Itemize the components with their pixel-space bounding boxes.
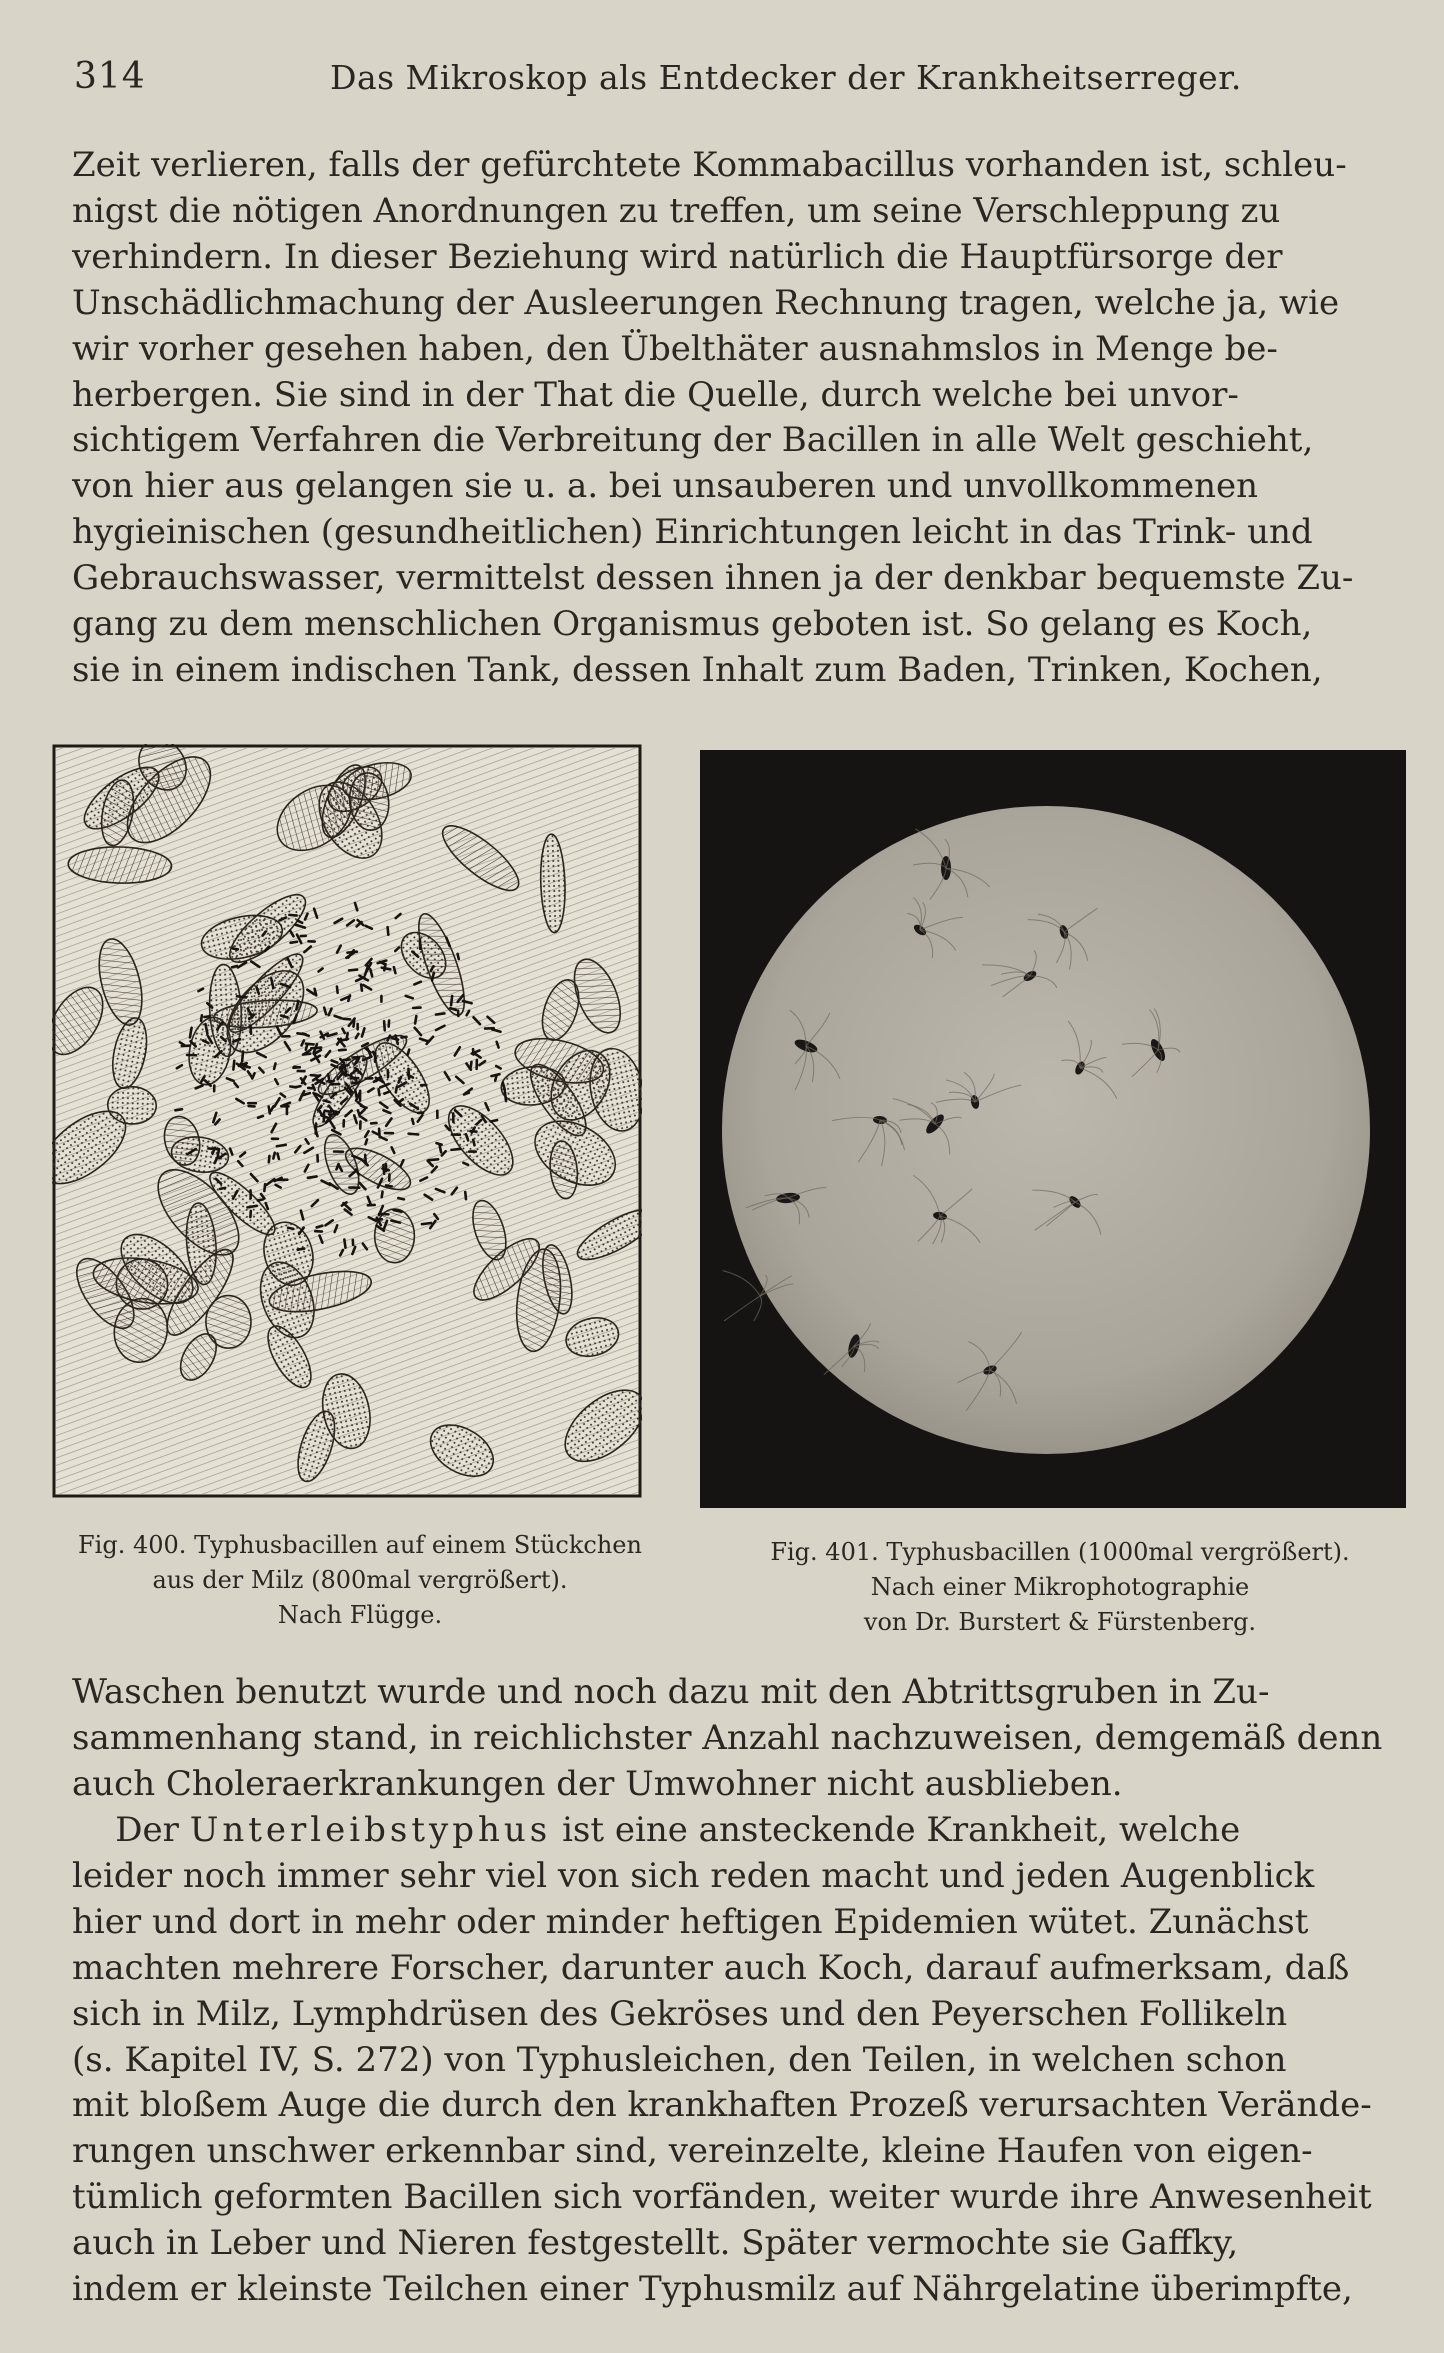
paragraph-3 [72, 1808, 1404, 2313]
bacillus-mark [361, 985, 362, 991]
figure-401-caption-line1: Typhusbacillen (1000mal vergrößert). [886, 1538, 1350, 1566]
bacillus-mark [450, 1008, 456, 1010]
running-title: Das Mikroskop als Entdecker der Krankheitserreger. [330, 58, 1242, 97]
bacillus-mark [317, 1226, 323, 1228]
figure-401-caption-line2: Nach einer Mikrophotographie [870, 1573, 1250, 1601]
bacillus-mark [297, 1033, 305, 1034]
bacillus-mark [274, 1063, 275, 1068]
text-line [72, 1808, 1404, 1854]
bacillus-mark [349, 970, 357, 971]
figure-400-caption-line2: aus der Milz (800mal vergrößert). [152, 1566, 568, 1594]
text-line: herbergen. Sie sind in der That die Quelle, durch welche bei unvor- [72, 374, 1239, 415]
text-line: sich in Milz, Lymphdrüsen des Gekröses und den Peyerschen Follikeln [72, 1993, 1288, 2034]
bacillus-mark [242, 1052, 243, 1062]
bacillus-mark [233, 948, 238, 949]
text-line: hier und dort in mehr oder minder heftigen Epidemien wütet. Zunächst [72, 1901, 1309, 1942]
bacillus-mark [353, 1057, 359, 1058]
paragraph-2 [72, 1670, 1404, 1808]
bacillus-mark [497, 1042, 499, 1048]
bacillus-mark [331, 1111, 339, 1113]
first-line-rest: ist eine ansteckende Krankheit, welche [562, 1810, 1241, 1850]
bacillus-mark [382, 968, 390, 970]
cell-nucleus [375, 1209, 415, 1263]
text-line: rungen unschwer erkennbar sind, vereinzelte, kleine Haufen von eigen- [72, 2131, 1313, 2172]
bacillus-mark [365, 1155, 366, 1164]
bacillus-mark [384, 1021, 385, 1030]
bacillus-mark [388, 927, 389, 935]
bacillus-mark [264, 1184, 265, 1191]
bacillus-mark [233, 1061, 234, 1070]
bacillus-mark [290, 1086, 296, 1087]
bacillus-mark [465, 1192, 466, 1199]
bacillus-mark [294, 1067, 299, 1068]
bacillus-mark [382, 1192, 383, 1197]
bacillus-mark [412, 1119, 413, 1124]
bacillus-mark [339, 1050, 346, 1051]
bacillus-mark [175, 1109, 182, 1110]
bacillus-mark [398, 1198, 404, 1199]
bacillus-mark [346, 1033, 347, 1040]
bacillus-mark [473, 1140, 474, 1145]
text-line: Waschen benutzt wurde und noch dazu mit den Abtrittsgruben in Zu- [72, 1672, 1270, 1712]
figure-400-caption [40, 1528, 680, 1633]
text-line: sie in einem indischen Tank, dessen Inhalt zum Baden, Trinken, Kochen, [72, 649, 1323, 690]
bacillus-mark [352, 1082, 359, 1083]
bacillus-mark [394, 1210, 402, 1212]
text-line: sammenhang stand, in reichlichster Anzahl nachzuweisen, demgemäß denn [72, 1717, 1383, 1758]
bacillus-mark [190, 1028, 192, 1038]
bacillus-mark [429, 1159, 438, 1160]
text-line: auch in Leber und Nieren festgestellt. Später vermochte sie Gaffky, [72, 2223, 1239, 2264]
text-line: hygieinischen (gesundheitlichen) Einrichtungen leicht in das Trink- und [72, 512, 1313, 553]
spaced-term: Unterleibstyphus [189, 1810, 552, 1850]
bacillus-mark [415, 1016, 416, 1023]
figure-401-caption [720, 1535, 1400, 1640]
text-line: Gebrauchswasser, vermittelst dessen ihnen ja der denkbar bequemste Zu- [72, 558, 1354, 599]
bacillus-mark [337, 987, 338, 993]
figure-401-photomicrograph [700, 750, 1406, 1508]
bacillus-mark [208, 1148, 217, 1149]
bacillus-mark [422, 1223, 431, 1224]
text-line: auch Choleraerkrankungen der Umwohner nicht ausblieben. [72, 1763, 1123, 1804]
bacillus-mark [324, 1008, 326, 1015]
indent-word: Der [115, 1810, 179, 1850]
bacillus-mark [308, 1176, 317, 1177]
bacillus-mark [451, 1149, 460, 1150]
spleen-tissue-illustration [52, 744, 642, 1498]
bacillus-mark [289, 915, 296, 916]
bacillus-mark [306, 1044, 314, 1045]
microscope-field-photo [700, 750, 1406, 1508]
text-line: nigst die nötigen Anordnungen zu treffen, um seine Verschleppung zu [72, 190, 1281, 231]
text-line: machten mehrere Forscher, darunter auch Koch, darauf aufmerksam, daß [72, 1947, 1350, 1988]
bacillus-mark [237, 996, 246, 997]
text-line: leider noch immer sehr viel von sich reden macht und jeden Augenblick [72, 1855, 1315, 1896]
text-line: mit bloßem Auge die durch den krankhaften Prozeß verursachten Verände- [72, 2085, 1372, 2126]
text-line: gang zu dem menschlichen Organismus geboten ist. So gelang es Koch, [72, 604, 1313, 645]
text-line: (s. Kapitel IV, S. 272) von Typhusleichen, den Teilen, in welchen schon [72, 2039, 1287, 2080]
bacillus-mark [383, 1169, 389, 1171]
bacillus-mark [247, 1206, 256, 1208]
bacillus-mark [451, 996, 452, 1005]
text-line: Zeit verlieren, falls der gefürchtete Kommabacillus vorhanden ist, schleu- [72, 145, 1347, 185]
text-line: von hier aus gelangen sie u. a. bei unsauberen und unvollkommenen [72, 466, 1259, 507]
figure-400-caption-line3: Nach Flügge. [277, 1601, 443, 1629]
bacillus-mark [277, 1145, 286, 1146]
bacillus-mark [439, 1145, 441, 1153]
bacillus-mark [204, 1016, 209, 1017]
bacillus-mark [379, 1089, 380, 1095]
bacillus-mark [386, 1185, 392, 1186]
text-line: Unschädlichmachung der Ausleerungen Rechnung tragen, welche ja, wie [72, 282, 1340, 323]
bacillus-mark [258, 1199, 263, 1200]
bacillus-mark [355, 1090, 356, 1098]
bacillus-mark [277, 1153, 278, 1158]
bacillus-mark [343, 1019, 350, 1020]
bacillus-mark [396, 1087, 397, 1093]
bacillus-mark [402, 1037, 407, 1038]
bacillus-mark [394, 967, 396, 973]
bacillus-mark [291, 942, 297, 943]
bacillus-mark [269, 1156, 270, 1162]
bacillus-mark [471, 1062, 472, 1067]
figure-400-engraving [52, 744, 642, 1498]
bacillus-mark [374, 1219, 382, 1220]
figure-400-caption-line1: Typhusbacillen auf einem Stückchen [194, 1531, 642, 1559]
text-line: tümlich geformten Bacillen sich vorfänden, weiter wurde ihre Anwesenheit [72, 2177, 1372, 2218]
bacillus-mark [436, 1013, 444, 1014]
figure-401-caption-line3: von Dr. Burstert & Fürstenberg. [863, 1608, 1257, 1636]
bacillus-mark [409, 1134, 419, 1135]
text-line: sichtigem Verfahren die Verbreitung der Bacillen in alle Welt geschieht, [72, 420, 1314, 461]
bacillus-mark [269, 1107, 270, 1114]
figure-400-label: Fig. 400. [78, 1531, 187, 1559]
paragraph-1 [72, 143, 1404, 694]
microscope-field-circle [722, 806, 1370, 1454]
bacillus-mark [379, 1129, 380, 1137]
bacillus-mark [365, 1139, 367, 1144]
bacillus-mark [458, 954, 459, 959]
bacillus-mark [298, 1249, 305, 1250]
bacillus-mark [344, 1240, 345, 1248]
bacillus-mark [353, 1021, 354, 1027]
bacillus-mark [288, 1228, 293, 1229]
text-line: indem er kleinste Teilchen einer Typhusmilz auf Nährgelatine überimpfte, [72, 2269, 1353, 2310]
bacillus-mark [201, 1015, 202, 1021]
page-number: 314 [74, 56, 146, 97]
bacillus-mark [505, 1091, 506, 1101]
bacillus-mark [324, 1101, 330, 1102]
bacillus-mark [273, 1153, 274, 1159]
bacillus-mark [232, 966, 237, 967]
bacillus-mark [281, 1016, 287, 1018]
bacillus-mark [408, 1050, 410, 1055]
text-line: verhindern. In dieser Beziehung wird natürlich die Hauptfürsorge der [72, 236, 1283, 277]
bacillus-mark [370, 969, 372, 976]
bacillus-mark [258, 1116, 263, 1118]
bacillus-mark [306, 1045, 307, 1050]
running-head [0, 56, 1444, 102]
bacillus-mark [491, 1120, 497, 1121]
text-line: wir vorher gesehen haben, den Übelthäter ausnahmslos in Menge be- [72, 328, 1278, 369]
bacillus-mark [432, 973, 434, 981]
bacillus-mark [220, 1188, 225, 1189]
figure-401-label: Fig. 401. [770, 1538, 879, 1566]
